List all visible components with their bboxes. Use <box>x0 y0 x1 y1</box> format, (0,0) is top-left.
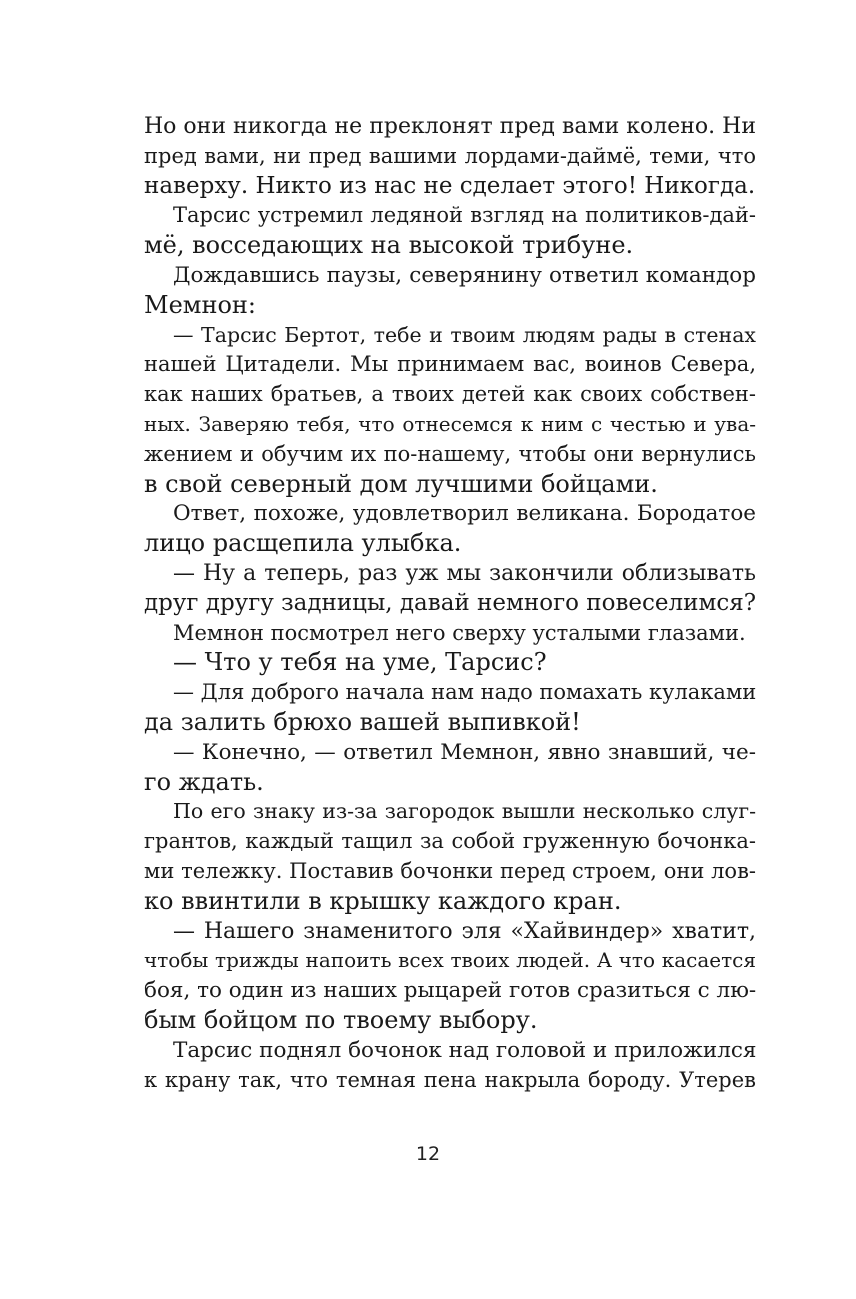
text-line: боя, то один из наших рыцарей готов сразиться с лю- <box>144 978 756 1004</box>
text-line: пред вами, ни пред вашими лордами-даймё, теми, что <box>144 143 756 168</box>
text-line: Тарсис поднял бочонок над головой и приложился <box>173 1037 756 1063</box>
text-line: мё, восседающих на высокой трибуне. <box>144 231 634 260</box>
text-line: Ответ, похоже, удовлетворил великана. Бородатое <box>173 501 756 527</box>
text-line: наверху. Никто из нас не сделает этого! Никогда. <box>144 172 756 199</box>
text-line: — Тарсис Бертот, тебе и твоим людям рады в стенах <box>173 322 756 347</box>
text-line: ко ввинтили в крышку каждого кран. <box>144 886 622 915</box>
text-line: Мемнон: <box>144 290 256 319</box>
text-line: Дождавшись паузы, северянину ответил командор <box>173 262 756 288</box>
text-line: Мемнон посмотрел него сверху усталыми глазами. <box>173 620 746 645</box>
text-line: бым бойцом по твоему выбору. <box>144 1005 538 1034</box>
text-line: да залить брюхо вашей выпивкой! <box>144 707 581 736</box>
text-line: чтобы трижды напоить всех твоих людей. А что касается <box>144 948 756 973</box>
text-line: — Для доброго начала нам надо помахать кулаками <box>173 680 756 705</box>
text-line: — Что у тебя на уме, Тарсис? <box>173 648 547 677</box>
text-line: го ждать. <box>144 767 264 796</box>
text-line: друг другу задницы, давай немного повеселимся? <box>144 589 756 616</box>
text-line: к крану так, что темная пена накрыла бороду. Утерев <box>144 1067 756 1092</box>
text-line: ми тележку. Поставив бочонки перед строем, они лов- <box>144 858 756 883</box>
text-line: — Нашего знаменитого эля «Хайвиндер» хватит, <box>173 918 756 944</box>
text-line: нашей Цитадели. Мы принимаем вас, воинов Севера, <box>144 352 756 377</box>
page-number: 12 <box>415 1143 441 1165</box>
text-line: в свой северный дом лучшими бойцами. <box>144 469 658 498</box>
text-line: — Ну а теперь, раз уж мы закончили облизывать <box>173 560 756 586</box>
body-text <box>144 112 756 1095</box>
text-line: грантов, каждый тащил за собой груженную бочонка- <box>144 829 756 854</box>
text-line: ных. Заверяю тебя, что отнесемся к ним с честью и ува- <box>144 411 756 436</box>
text-line: как наших братьев, а твоих детей как своих собствен- <box>144 382 756 407</box>
text-line: Но они никогда не преклонят пред вами колено. Ни <box>144 114 756 139</box>
text-line: жением и обучим их по-нашему, чтобы они вернулись <box>144 441 756 466</box>
text-line: — Конечно, — ответил Мемнон, явно знавший, че- <box>173 739 756 765</box>
text-line: Тарсис устремил ледяной взгляд на политиков-дай- <box>173 203 756 228</box>
text-line: По его знаку из-за загородок вышли несколько слуг- <box>173 799 756 824</box>
text-line: лицо расщепила улыбка. <box>144 529 462 558</box>
